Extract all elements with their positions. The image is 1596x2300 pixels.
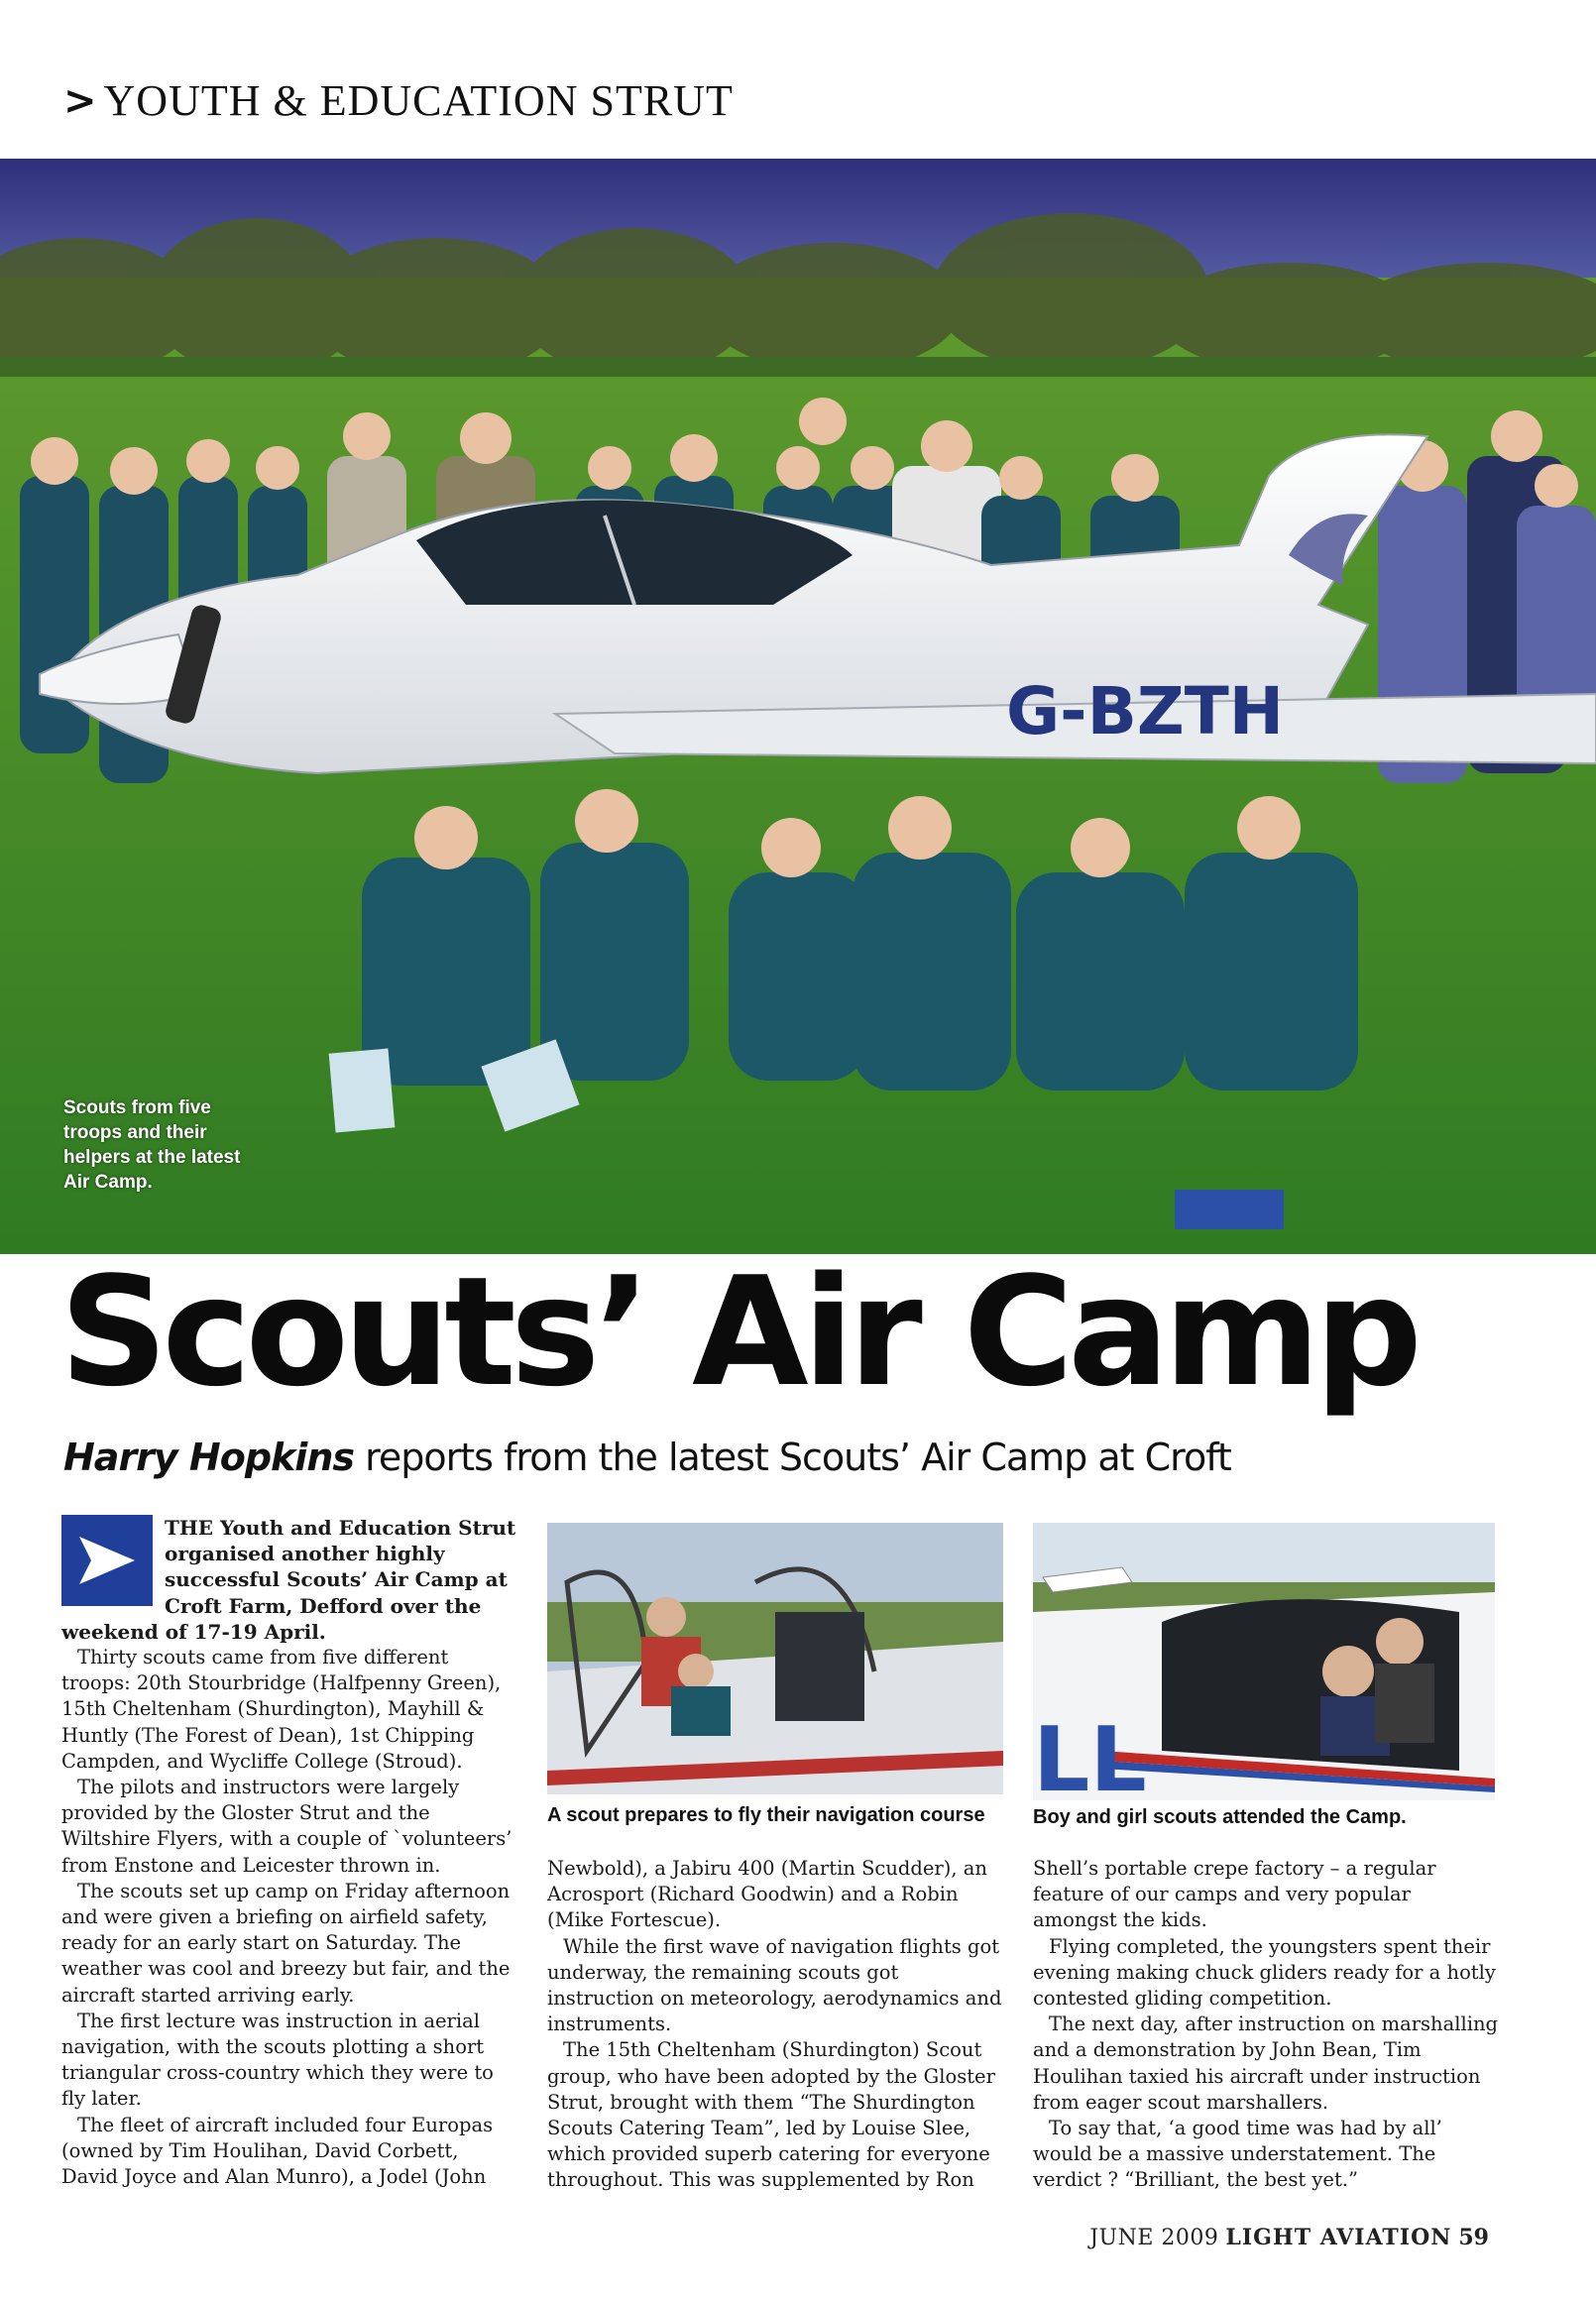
svg-text:LL: LL [1033, 1708, 1147, 1800]
author-name: Harry Hopkins [63, 1436, 355, 1479]
paragraph: To say that, ‘a good time was had by all’ would be a massive understatement. The verdict ? “Brilliant, the best yet.” [1033, 2117, 1442, 2192]
photo-caption: A scout prepares to fly their navigation course [547, 1804, 985, 1826]
article-column-1 [61, 1515, 517, 2190]
section-title: YOUTH & EDUCATION STRUT [103, 76, 734, 125]
section-label [63, 75, 734, 126]
chevron-right-icon [61, 1515, 153, 1606]
standfirst-text: reports from the latest Scouts’ Air Camp at Croft [354, 1436, 1231, 1479]
hero-illustration [0, 159, 1596, 1254]
aircraft-registration: G-BZTH [1006, 673, 1284, 749]
paragraph: While the first wave of navigation flights got underway, the remaining scouts got instruction on meteorology, aerodynamics and instruments. [547, 1934, 1002, 2036]
page-number: 59 [1458, 2225, 1489, 2250]
hero-photo [0, 159, 1596, 1254]
headline: Scouts’ Air Camp [59, 1244, 1417, 1420]
paragraph: Thirty scouts came from five different troops: 20th Stourbridge (Halfpenny Green), 15th Cheltenham (Shurdington), Mayhill & Huntly (The Forest of Dean), 1st Chipping Campden, and Wycliffe College (Stroud). [61, 1646, 502, 1773]
photo-boy-girl-scouts [1033, 1523, 1495, 1800]
paragraph: Newbold), a Jabiru 400 (Martin Scudder), an Acrosport (Richard Goodwin) and a Robin (Mike Fortescue). [547, 1857, 987, 1932]
standfirst [63, 1436, 1231, 1479]
hero-caption: Scouts from five troops and their helpers at the latest Air Camp. [63, 1097, 241, 1193]
paragraph: The first lecture was instruction in aerial navigation, with the scouts plotting a short triangular cross-country which they were to fly later. [61, 2009, 494, 2111]
article-column-2 [547, 1856, 1003, 2194]
paragraph: Shell’s portable crepe factory – a regular feature of our camps and very popular amongst the kids. [1033, 1857, 1436, 1932]
chevron-right-icon: > [63, 77, 98, 124]
issue-date: JUNE 2009 [1089, 2226, 1219, 2250]
magazine-name: LIGHT AVIATION [1225, 2225, 1452, 2250]
photo-caption: Boy and girl scouts attended the Camp. [1033, 1806, 1407, 1828]
paragraph: The fleet of aircraft included four Europas (owned by Tim Houlihan, David Corbett, David Joyce and Alan Munro), a Jodel (John [61, 2113, 494, 2189]
paragraph: The 15th Cheltenham (Shurdington) Scout group, who have been adopted by the Gloster Strut, brought with them “The Shurdington Scouts Catering Team”, led by Louise Slee, which provided superb catering for everyone throughout. This was supplemented by Ron [547, 2038, 995, 2192]
paragraph: The pilots and instructors were largely provided by the Gloster Strut and the Wiltshire Flyers, with a couple of `volunteers’ from Enstone and Leicester thrown in. [61, 1776, 513, 1877]
paragraph: The next day, after instruction on marshalling and a demonstration by John Bean, Tim Houlihan taxied his aircraft under instruction from eager scout marshallers. [1033, 2012, 1498, 2114]
page-footer [1089, 2225, 1489, 2250]
article-column-3 [1033, 1856, 1499, 2194]
paragraph: Flying completed, the youngsters spent their evening making chuck gliders ready for a hotly contested gliding competition. [1033, 1934, 1496, 2011]
paragraph: The scouts set up camp on Friday afternoon and were given a briefing on airfield safety, ready for an early start on Saturday. The weather was cool and breezy but fair, and the aircraft started arriving early. [61, 1879, 511, 2007]
lead-paragraph: THE Youth and Education Strut organised another highly successful Scouts’ Air Camp at Croft Farm, Defford over the weekend of 17-19 April. [61, 1516, 516, 1644]
photo-scout-navigation [547, 1523, 1003, 1794]
